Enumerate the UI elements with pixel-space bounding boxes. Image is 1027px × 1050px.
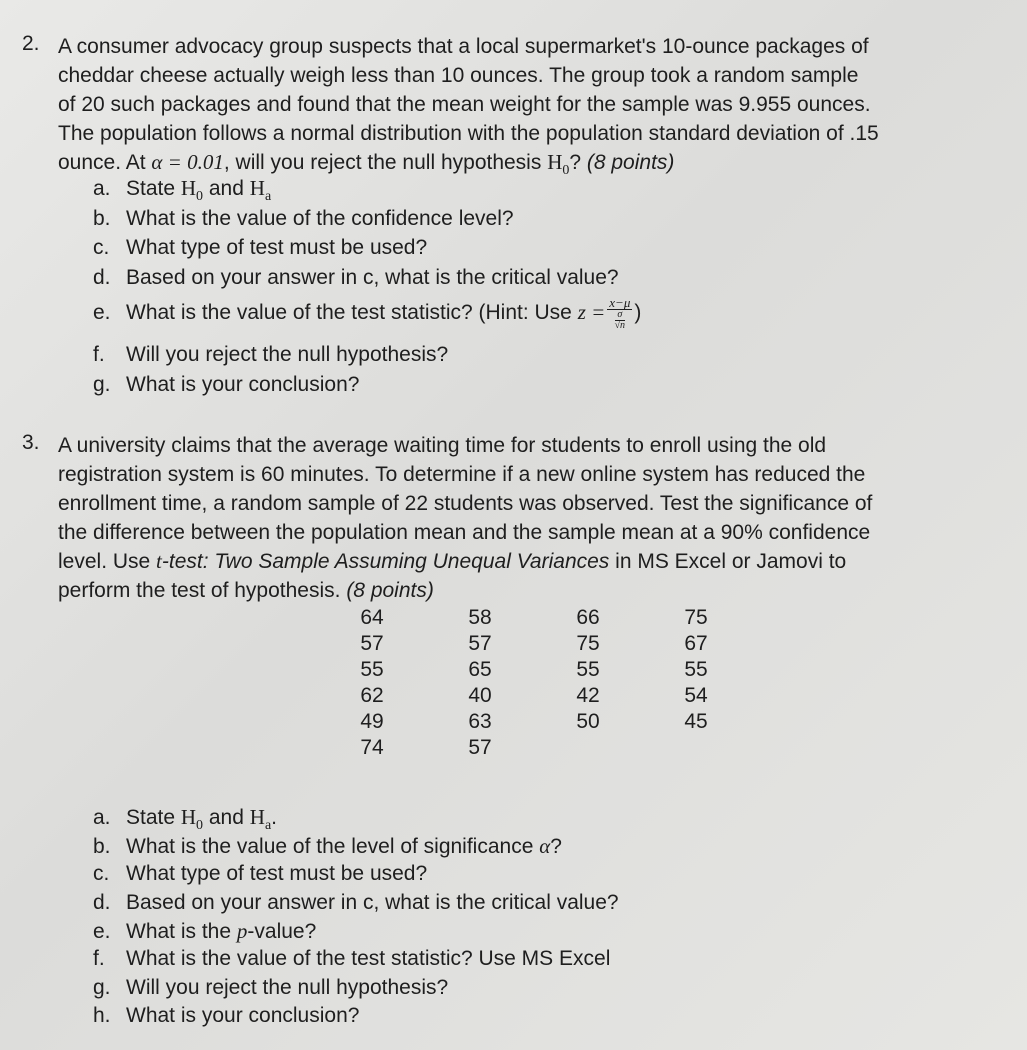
table-cell <box>534 735 642 761</box>
q3-item-h: h. What is your conclusion? <box>93 1004 360 1027</box>
question-2-line-5: ounce. At α = 0.01, will you reject the null hypothesis $H_0$? (8 points) <box>58 150 675 178</box>
q2-item-b: b. What is the value of the confidence level? <box>93 207 514 230</box>
table-cell: 62 <box>360 684 384 707</box>
question-3-points: (8 points) <box>346 579 434 602</box>
question-2-line-4: The population follows a normal distribution with the population standard deviation of .15 <box>58 122 879 145</box>
table-cell: 63 <box>468 710 492 733</box>
question-3-number: 3. <box>22 431 40 454</box>
q2-item-d: d. Based on your answer in c, what is the critical value? <box>93 266 619 289</box>
q3-item-g: g. Will you reject the null hypothesis? <box>93 976 449 999</box>
q2-item-c: c. What type of test must be used? <box>93 236 428 259</box>
q3-item-a: a. State $H_0$ and $H_a$. <box>93 805 277 833</box>
waiting-time-data-table <box>318 605 750 761</box>
table-cell: 55 <box>684 658 708 681</box>
table-row <box>318 631 750 657</box>
table-cell: 55 <box>360 658 384 681</box>
table-cell: 75 <box>576 632 600 655</box>
question-2-number: 2. <box>22 32 40 55</box>
table-cell <box>642 735 750 761</box>
table-cell: 67 <box>684 632 708 655</box>
table-cell: 65 <box>468 658 492 681</box>
question-2-line-2: cheddar cheese actually weigh less than 10 ounces. The group took a random sample <box>58 64 859 87</box>
q3-item-e: e. What is the p-value? <box>93 919 317 943</box>
table-row <box>318 735 750 761</box>
table-row <box>318 657 750 683</box>
table-cell: 74 <box>360 736 384 759</box>
table-cell: 57 <box>468 736 492 759</box>
question-2-line-1: A consumer advocacy group suspects that a local supermarket's 10-ounce packages of <box>58 35 869 58</box>
question-2-points: (8 points) <box>586 151 675 174</box>
table-cell: 75 <box>684 606 708 629</box>
q2-item-a: a. State $H_0$ and $H_a$ <box>93 176 272 204</box>
question-2-text <box>58 32 978 180</box>
table-cell: 49 <box>360 710 384 733</box>
table-row <box>318 709 750 735</box>
table-cell: 54 <box>684 684 708 707</box>
table-cell: 57 <box>360 632 384 655</box>
table-cell: 55 <box>576 658 600 681</box>
table-cell: 57 <box>468 632 492 655</box>
q2-item-f: f. Will you reject the null hypothesis? <box>93 343 449 366</box>
table-cell: 50 <box>576 710 600 733</box>
table-row <box>318 605 750 631</box>
q2-item-g: g. What is your conclusion? <box>93 373 360 396</box>
q3-item-c: c. What type of test must be used? <box>93 862 428 885</box>
z-formula-fraction: $\frac{x-\mu}{\frac{\sigma}{√n}}$ <box>609 295 631 331</box>
question-3-text <box>58 431 978 605</box>
question-3-line-1: A university claims that the average waiting time for students to enroll using the old <box>58 434 827 457</box>
question-3-line-3: enrollment time, a random sample of 22 students was observed. Test the significance of <box>58 492 873 515</box>
q3-item-d: d. Based on your answer in c, what is the critical value? <box>93 891 619 914</box>
alpha-expression: α = 0.01 <box>151 150 224 174</box>
table-cell: 45 <box>684 710 708 733</box>
table-cell: 42 <box>576 684 600 707</box>
q3-item-f: f. What is the value of the test statistic? Use MS Excel <box>93 947 611 970</box>
table-cell: 58 <box>468 606 492 629</box>
table-cell: 66 <box>576 606 600 629</box>
question-2-line-3: of 20 such packages and found that the mean weight for the sample was 9.955 ounces. <box>58 93 871 116</box>
table-cell: 64 <box>360 606 384 629</box>
table-row <box>318 683 750 709</box>
question-3-line-4: the difference between the population mean and the sample mean at a 90% confidence <box>58 521 871 544</box>
question-3-line-6: perform the test of hypothesis. (8 points) <box>58 579 434 602</box>
question-3-line-5: level. Use t-test: Two Sample Assuming Unequal Variances in MS Excel or Jamovi to <box>58 549 847 573</box>
q2-item-e: e. What is the value of the test statistic? (Hint: Use z = $\frac{x-\mu}{\frac{\sigma}{√n}}$ ) <box>93 295 642 331</box>
q3-item-b: b. What is the value of the level of significance α? <box>93 834 562 858</box>
table-cell: 40 <box>468 684 492 707</box>
question-3-line-2: registration system is 60 minutes. To determine if a new online system has reduced the <box>58 463 866 486</box>
